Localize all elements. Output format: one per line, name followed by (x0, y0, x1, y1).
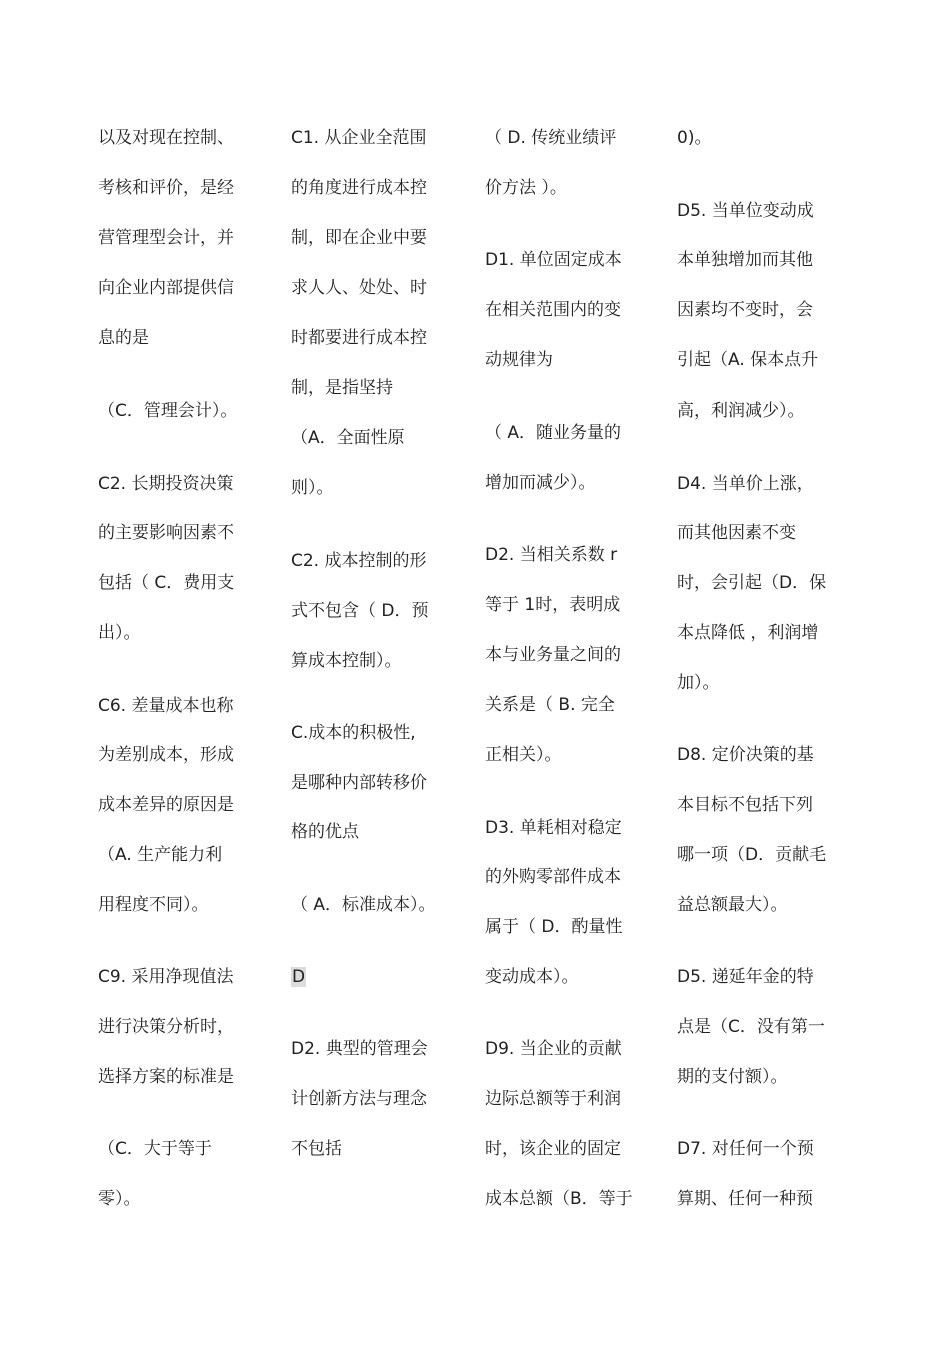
text-line: 价方法 ）。 (485, 178, 567, 198)
text-line: C.成本的积极性, (291, 723, 416, 743)
text-line: 考核和评价，是经 (98, 178, 234, 198)
text-line: （ A．标准成本）。 (291, 895, 436, 915)
text-line: 等于 1时，表明成 (485, 595, 621, 615)
text-line: D9. 当企业的贡献 (485, 1039, 622, 1059)
text-line: 关系是（ B. 完全 (485, 695, 615, 715)
highlighted-letter: D (292, 967, 306, 987)
text-line: 的外购零部件成本 (485, 867, 621, 887)
text-line: 是哪种内部转移价 (291, 773, 427, 793)
text-line: 变动成本）。 (485, 967, 579, 987)
text-line: （C．大于等于 (98, 1139, 212, 1159)
text-line: 成本总额（B．等于 (485, 1189, 633, 1209)
text-line: （ D. 传统业绩评 (485, 128, 617, 148)
text-line: 而其他因素不变 (677, 523, 796, 543)
text-line: 则）。 (291, 478, 334, 498)
text-line: C6. 差量成本也称 (98, 696, 234, 716)
text-line: 不包括 (291, 1139, 342, 1159)
text-line: 求人人、处处、时 (291, 278, 427, 298)
text-line: 算成本控制）。 (291, 651, 402, 671)
text-line: 向企业内部提供信 (98, 278, 234, 298)
text-line: 本点降低 ，利润增 (677, 623, 819, 643)
text-line: （C．管理会计）。 (98, 401, 238, 421)
text-line: 增加而减少）。 (485, 473, 596, 493)
text-line: D3. 单耗相对稳定 (485, 818, 622, 838)
text-line: 进行决策分析时， (98, 1017, 234, 1037)
text-line: （ A．随业务量的 (485, 423, 622, 443)
text-line: 以及对现在控制、 (98, 128, 234, 148)
text-line: 高，利润减少）。 (677, 401, 805, 421)
text-line: C2. 成本控制的形 (291, 551, 427, 571)
text-line: D8. 定价决策的基 (677, 745, 814, 765)
text-line: D4. 当单价上涨， (677, 474, 814, 494)
text-line: 成本差异的原因是 (98, 795, 234, 815)
text-line: D5. 递延年金的特 (677, 967, 814, 987)
text-line: D2. 典型的管理会 (291, 1039, 428, 1059)
text-line: 包括（ C．费用支 (98, 573, 235, 593)
text-line: 式不包含（ D．预 (291, 601, 429, 621)
text-line: （A. 生产能力利 (98, 845, 223, 865)
text-line: 选择方案的标准是 (98, 1067, 234, 1087)
text-line: 制，是指坚持 (291, 378, 393, 398)
text-line: 出）。 (98, 623, 141, 643)
text-line: 制，即在企业中要 (291, 228, 427, 248)
text-line: 属于（ D．酌量性 (485, 917, 623, 937)
text-line: C2. 长期投资决策 (98, 474, 234, 494)
text-line: 时，该企业的固定 (485, 1139, 621, 1159)
text-line: 算期、任何一种预 (677, 1189, 813, 1209)
text-line: 时都要进行成本控 (291, 328, 427, 348)
text-line: C1. 从企业全范围 (291, 128, 427, 148)
text-line: 用程度不同）。 (98, 895, 209, 915)
text-line (291, 966, 306, 988)
text-line: D5. 当单位变动成 (677, 201, 814, 221)
text-line: D2. 当相关系数 r (485, 545, 618, 565)
text-line: 引起（A. 保本点升 (677, 350, 819, 370)
text-line: 动规律为 (485, 350, 553, 370)
text-line: 为差别成本，形成 (98, 745, 234, 765)
text-line: 点是（C．没有第一 (677, 1017, 825, 1037)
text-line: 加）。 (677, 673, 720, 693)
text-line: 本单独增加而其他 (677, 250, 813, 270)
text-line: 息的是 (98, 328, 149, 348)
text-line: 益总额最大）。 (677, 895, 788, 915)
text-line: 格的优点 (291, 822, 359, 842)
text-line: D7. 对任何一个预 (677, 1139, 814, 1159)
text-line: 在相关范围内的变 (485, 300, 621, 320)
text-line: 因素均不变时，会 (677, 300, 813, 320)
text-line: 的主要影响因素不 (98, 523, 234, 543)
text-line: C9. 采用净现值法 (98, 967, 234, 987)
text-line: 0)。 (677, 128, 712, 148)
text-line: 本与业务量之间的 (485, 645, 621, 665)
text-line: 正相关）。 (485, 745, 562, 765)
text-line: 边际总额等于利润 (485, 1089, 621, 1109)
text-line: 期的支付额）。 (677, 1067, 788, 1087)
text-line: D1. 单位固定成本 (485, 250, 622, 270)
text-line: 本目标不包括下列 (677, 795, 813, 815)
text-line: 的角度进行成本控 (291, 178, 427, 198)
text-line: 时，会引起（D．保 (677, 573, 827, 593)
text-line: 哪一项（D．贡献毛 (677, 845, 827, 865)
text-line: （A．全面性原 (291, 428, 405, 448)
text-line: 计创新方法与理念 (291, 1089, 427, 1109)
text-line: 零）。 (98, 1189, 141, 1209)
text-line: 营管理型会计，并 (98, 228, 234, 248)
